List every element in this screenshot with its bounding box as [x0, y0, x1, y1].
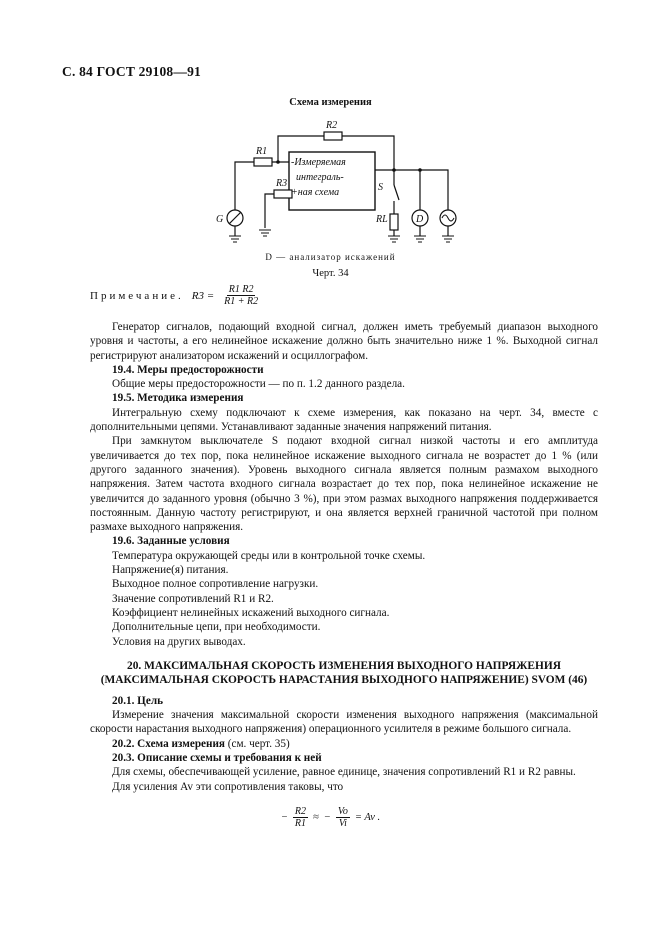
page-header: С. 84 ГОСТ 29108—91 — [62, 64, 201, 79]
section-heading: 19.5. Методика измерения — [112, 392, 244, 405]
switch-label: S — [378, 182, 383, 193]
generator-label: G — [216, 214, 224, 225]
formula-r-num: R2 — [294, 806, 307, 817]
measurement-circuit-diagram — [190, 110, 470, 250]
section-heading: 19.6. Заданные условия — [112, 535, 230, 548]
note — [90, 284, 260, 307]
r3-label: R3 — [276, 178, 288, 189]
note-numerator: R1 R2 — [228, 284, 254, 295]
condition-item: Выходное полное сопротивление нагрузки. — [112, 578, 319, 591]
analyzer-label: D — [416, 214, 424, 225]
r2-label: R2 — [326, 120, 338, 131]
body-text — [90, 320, 598, 794]
note-lhs: R3 = — [191, 289, 215, 302]
section-heading: 19.4. Меры предосторожности — [112, 363, 264, 376]
rl-resistor — [390, 214, 398, 230]
formula-v-num: Vo — [337, 806, 348, 817]
section-heading-202 — [90, 737, 598, 751]
formula-fraction-v — [336, 806, 350, 829]
r3-wire — [265, 194, 289, 228]
section-20-title-line1: 20. МАКСИМАЛЬНАЯ СКОРОСТЬ ИЗМЕНЕНИЯ ВЫХОДНОГО НАПРЯЖЕНИЯ — [127, 659, 561, 672]
switch-s — [394, 185, 399, 200]
condition-item: Напряжение(я) питания. — [112, 564, 229, 577]
paragraph: Общие меры предосторожности — по п. 1.2 данного раздела. — [112, 378, 405, 391]
paragraph: Измерение значения максимальной скорости изменения выходного напряжения (максимальной скорости нарастания выходного напряжения) операционного усилителя в режиме большого сигнала. — [90, 709, 598, 736]
gain-formula — [0, 806, 661, 829]
figure-title: Схема измерения — [289, 97, 372, 108]
note-label: Примечание. — [90, 289, 184, 302]
formula-minus-2: − — [323, 812, 331, 823]
ic-label-line1: -Измеряемая — [291, 157, 346, 168]
condition-item: Дополнительные цепи, при необходимости. — [112, 621, 321, 634]
ic-label-line2: интеграль- — [296, 172, 344, 183]
ic-label-line3: +ная схема — [291, 187, 340, 198]
formula-rhs: = Av . — [354, 812, 381, 823]
section-heading: 20.3. Описание схемы и требования к ней — [112, 752, 322, 765]
r2-resistor — [324, 132, 342, 140]
section-heading: 20.1. Цель — [112, 694, 164, 707]
formula-r-den: R1 — [294, 818, 307, 829]
section-heading-202-tail: (см. черт. 35) — [224, 737, 290, 750]
rl-label: RL — [376, 214, 388, 225]
formula-approx: ≈ — [313, 812, 319, 823]
figure-caption: Черт. 34 — [312, 268, 349, 279]
condition-item: Коэффициент нелинейных искажений выходного сигнала. — [112, 606, 390, 619]
note-denominator: R1 + R2 — [224, 296, 259, 307]
figure-legend: D — анализатор искажений — [265, 252, 396, 262]
formula-minus: − — [280, 812, 288, 823]
paragraph: Для схемы, обеспечивающей усиление, равное единице, значения сопротивлений R1 и R2 равны. — [112, 766, 576, 779]
r1-label: R1 — [256, 146, 268, 157]
section-20-title-line2: (МАКСИМАЛЬНАЯ СКОРОСТЬ НАРАСТАНИЯ ВЫХОДНОГО НАПРЯЖЕНИЕ) SVOM (46) — [100, 674, 588, 687]
paragraph: При замкнутом выключателе S подают входной сигнал низкой частоты и его амплитуда увеличивается до тех пор, пока нелинейное искажение выходного сигнала не возрастет до 1 % (или другого заданного значения). Уровень выходного сигнала является полным размахом выходного напряжения. Затем частота входного сигнала возрастает до тех пор, пока нелинейное искажение не увеличится до заданного уровня (обычно 3 %), при этом размах выходного напряжения поддерживается постоянным. Данную частоту регистрируют, и она является верхней граничной частотой при полном размахе выходного напряжения. — [90, 435, 598, 534]
condition-item: Температура окружающей среды или в контрольной точке схемы. — [112, 549, 426, 562]
formula-v-den: Vi — [338, 818, 347, 829]
r3-resistor — [274, 190, 292, 198]
paragraph: Генератор сигналов, подающий входной сигнал, должен иметь требуемый диапазон выходного уровня и частоты, а его нелинейное искажение должно быть значительно ниже 1 %. Выходной сигнал регистрируют анализатором искажений и осциллографом. — [90, 321, 598, 362]
condition-item: Значение сопротивлений R1 и R2. — [112, 592, 274, 605]
note-fraction — [222, 284, 260, 307]
r1-resistor — [254, 158, 272, 166]
section-heading-202-title: 20.2. Схема измерения — [112, 737, 225, 750]
formula-fraction-r — [293, 806, 308, 829]
condition-item: Условия на других выводах. — [112, 635, 246, 648]
paragraph: Для усиления Av эти сопротивления таковы, что — [112, 780, 344, 793]
paragraph: Интегральную схему подключают к схеме измерения, как показано на черт. 34, вместе с дополнительными цепями. Устанавливают заданные значения напряжений питания. — [90, 406, 598, 434]
section-20-title — [90, 659, 598, 688]
